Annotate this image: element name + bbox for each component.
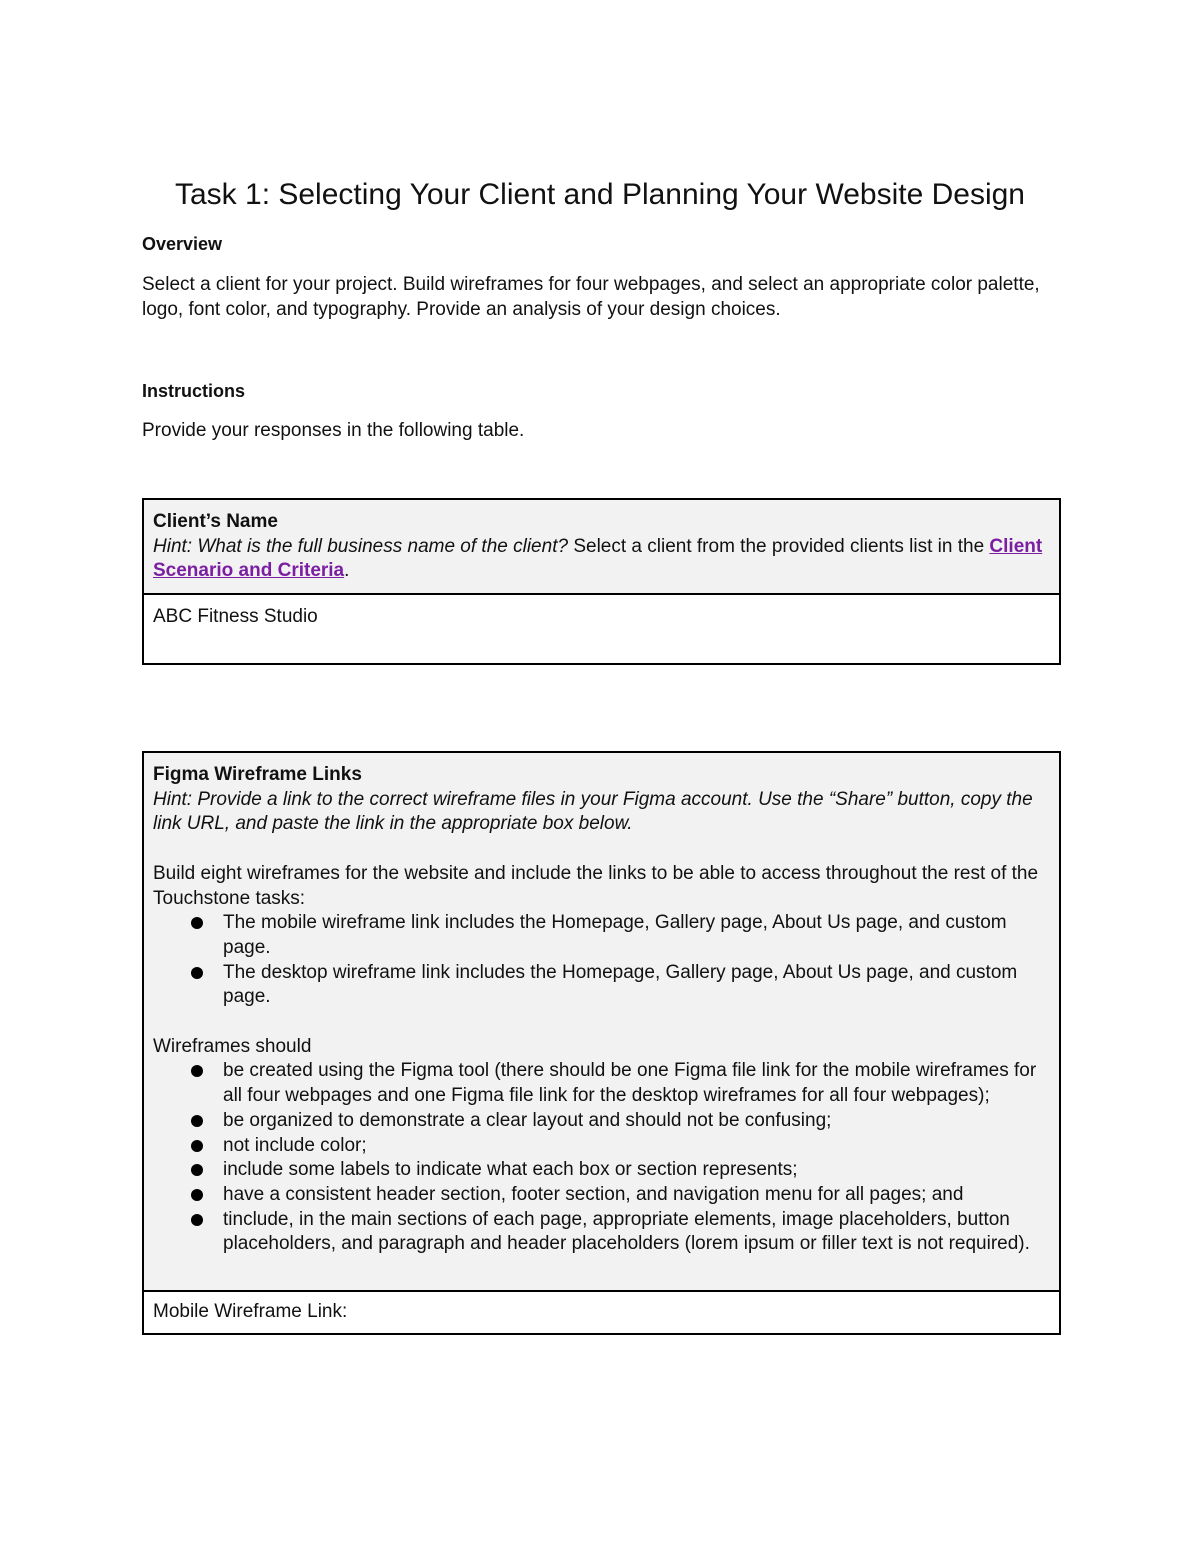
wireframe-links-table-header [144,753,1059,1292]
page-title: Task 1: Selecting Your Client and Planning Your Website Design [174,178,1025,211]
client-name-response-cell[interactable] [144,595,1059,663]
bullet-icon [191,1065,203,1077]
instructions-heading: Instructions [142,381,246,401]
wireframe-links-hint: Hint: Provide a link to the correct wireframe files in your Figma account. Use the “Share” button, copy the link URL, and paste the link in the appropriate box below. [153,788,1033,835]
wireframes-should-text: Wireframes should [153,1035,312,1057]
wireframes-should-list [153,1059,1050,1257]
list-item: not include color; [223,1134,1050,1159]
bullet-icon [191,1189,203,1201]
client-scenario-link[interactable]: Client Scenario and Criteria [153,535,1043,582]
build-wireframes-text: Build eight wireframes for the website and include the links to be able to access throughout the rest of the Touchstone tasks: [153,862,1039,909]
list-item: have a consistent header section, footer section, and navigation menu for all pages; and [223,1183,1050,1208]
list-item: include some labels to indicate what each box or section represents; [223,1158,1050,1183]
overview-heading: Overview [142,234,223,254]
bullet-icon [191,1164,203,1176]
client-name-response: ABC Fitness Studio [153,606,318,628]
wireframe-links-table [142,751,1061,1335]
list-item: The mobile wireframe link includes the Homepage, Gallery page, About Us page, and custom page. [223,911,1050,960]
instructions-text: Provide your responses in the following table. [142,420,525,441]
list-item: be organized to demonstrate a clear layout and should not be confusing; [223,1109,1050,1134]
bullet-icon [191,1140,203,1152]
bullet-icon [191,1214,203,1226]
client-name-instruction-end: . [344,560,350,582]
wireframe-links-label: Figma Wireframe Links [153,764,362,785]
list-item: The desktop wireframe link includes the Homepage, Gallery page, About Us page, and custom page. [223,961,1050,1010]
bullet-icon [191,1115,203,1127]
client-name-hint: Hint: What is the full business name of the client? [153,535,569,557]
mobile-wireframe-link-cell[interactable] [144,1292,1059,1333]
client-name-instruction: Select a client from the provided clients list in the [568,535,990,557]
overview-text: Select a client for your project. Build wireframes for four webpages, and select an appropriate color palette, logo, font color, and typography. Provide an analysis of your design choices. [142,274,1040,320]
list-item: tinclude, in the main sections of each page, appropriate elements, image placeholders, button placeholders, and paragraph and header placeholders (lorem ipsum or filler text is not required). [223,1208,1050,1257]
bullet-icon [191,967,203,979]
list-item: be created using the Figma tool (there should be one Figma file link for the mobile wireframes for all four webpages and one Figma file link for the desktop wireframes for all four webpages); [223,1059,1050,1108]
client-name-label: Client’s Name [153,511,278,532]
client-name-table [142,498,1061,665]
build-wireframes-list [153,911,1050,1010]
mobile-wireframe-link-label: Mobile Wireframe Link: [153,1301,348,1323]
client-name-hint-block [153,535,1050,584]
bullet-icon [191,917,203,929]
client-name-table-header [144,500,1059,595]
